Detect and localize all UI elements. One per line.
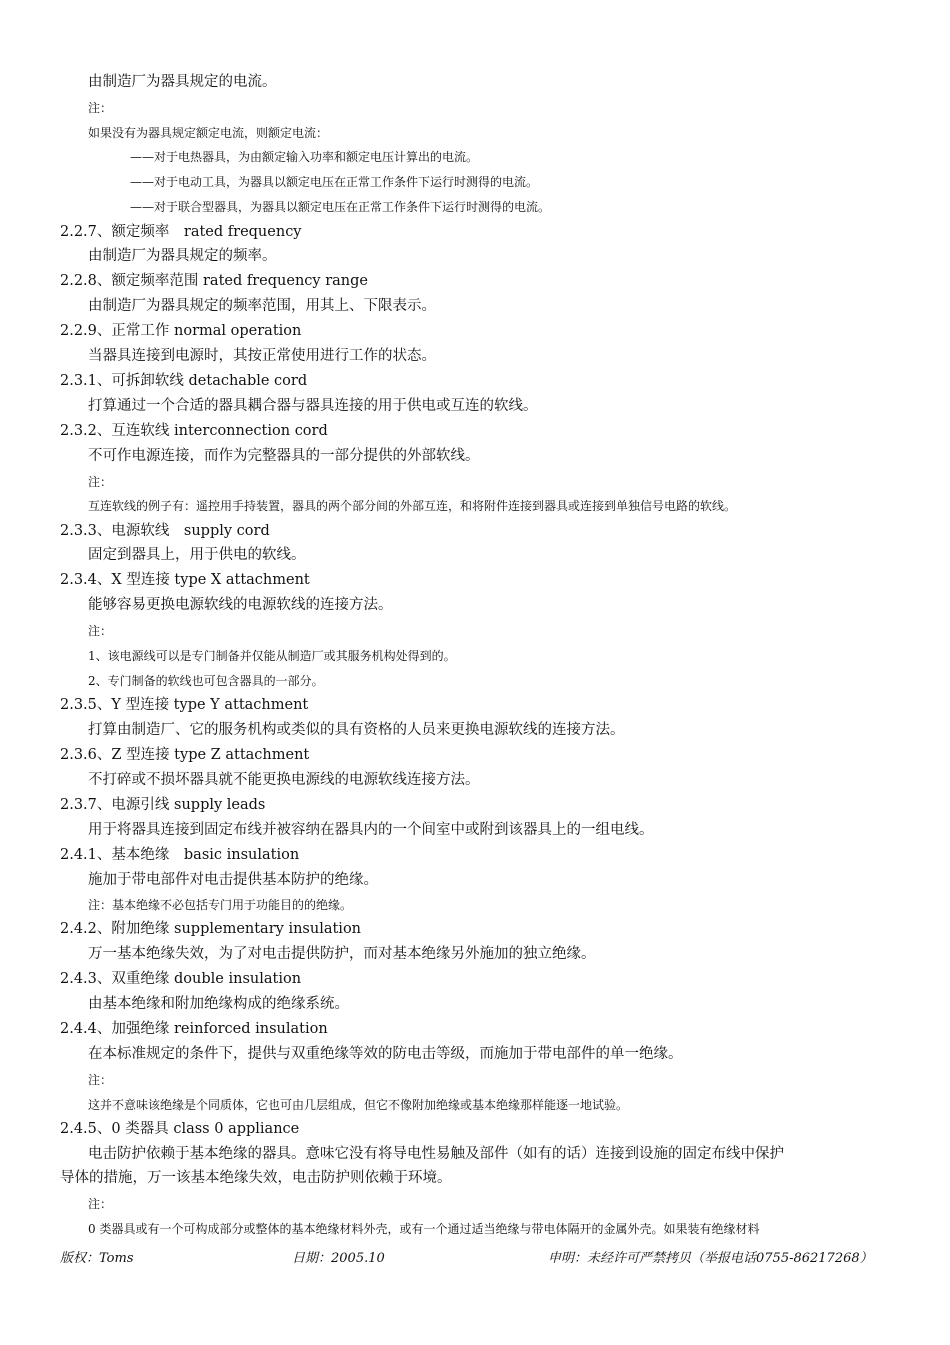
note-text: 注： <box>88 624 113 638</box>
note-dash-item: ——对于电热器具，为由额定输入功率和额定电压计算出的电流。 <box>130 150 479 164</box>
note-text: 0 类器具或有一个可构成部分或整体的基本绝缘材料外壳，或有一个通过适当绝缘与带电体隔开的金属外壳。如果装有绝缘材料 <box>88 1222 760 1236</box>
definition-text-continued: 导体的措施，万一该基本绝缘失效，电击防护则依赖于环境。 <box>60 1170 452 1186</box>
section-heading: 2.3.7、电源引线 supply leads <box>60 797 266 813</box>
definition-text: 由制造厂为器具规定的频率范围，用其上、下限表示。 <box>88 298 436 314</box>
section-heading: 2.3.5、Y 型连接 type Y attachment <box>60 697 309 713</box>
section-heading: 2.3.3、电源软线 supply cord <box>60 523 270 539</box>
footer-statement: 申明：未经许可严禁拷贝（举报电话0755-86217268） <box>548 1251 873 1266</box>
note-text: 注： <box>88 1073 113 1087</box>
note-text: 如果没有为器具规定额定电流，则额定电流： <box>88 126 329 140</box>
definition-text: 施加于带电部件对电击提供基本防护的绝缘。 <box>88 872 378 888</box>
section-heading: 2.3.6、Z 型连接 type Z attachment <box>60 747 310 763</box>
section-heading: 2.4.5、0 类器具 class 0 appliance <box>60 1121 300 1137</box>
section-heading: 2.2.7、额定频率 rated frequency <box>60 224 302 240</box>
note-text: 注： <box>88 101 113 115</box>
section-heading: 2.4.2、附加绝缘 supplementary insulation <box>60 921 362 937</box>
section-heading: 2.2.9、正常工作 normal operation <box>60 323 302 339</box>
definition-text: 由制造厂为器具规定的频率。 <box>88 248 277 264</box>
definition-text: 不可作电源连接，而作为完整器具的一部分提供的外部软线。 <box>88 448 480 464</box>
definition-text: 在本标准规定的条件下，提供与双重绝缘等效的防电击等级，而施加于带电部件的单一绝缘。 <box>88 1046 683 1062</box>
definition-text: 打算通过一个合适的器具耦合器与器具连接的用于供电或互连的软线。 <box>88 398 538 414</box>
section-heading: 2.4.4、加强绝缘 reinforced insulation <box>60 1021 328 1037</box>
definition-text: 用于将器具连接到固定布线并被容纳在器具内的一个间室中或附到该器具上的一组电线。 <box>88 822 654 838</box>
note-text: 互连软线的例子有：遥控用手持装置，器具的两个部分间的外部互连，和将附件连接到器具或连接到单独信号电路的软线。 <box>88 499 737 513</box>
definition-text: 万一基本绝缘失效，为了对电击提供防护，而对基本绝缘另外施加的独立绝缘。 <box>88 946 596 962</box>
note-dash-item: ——对于电动工具，为器具以额定电压在正常工作条件下运行时测得的电流。 <box>130 175 539 189</box>
section-heading: 2.4.3、双重绝缘 double insulation <box>60 971 302 987</box>
definition-text: 当器具连接到电源时，其按正常使用进行工作的状态。 <box>88 348 436 364</box>
definition-text: 电击防护依赖于基本绝缘的器具。意味它没有将导电性易触及部件（如有的话）连接到设施的固定布线中保护 <box>88 1146 784 1162</box>
section-heading: 2.3.2、互连软线 interconnection cord <box>60 423 328 439</box>
section-heading: 2.2.8、额定频率范围 rated frequency range <box>60 273 368 289</box>
note-text: 这并不意味该绝缘是个同质体，它也可由几层组成，但它不像附加绝缘或基本绝缘那样能逐一地试验。 <box>88 1098 629 1112</box>
note-text: 2、专门制备的软线也可包含器具的一部分。 <box>88 674 324 688</box>
definition-text: 由基本绝缘和附加绝缘构成的绝缘系统。 <box>88 996 349 1012</box>
definition-text: 由制造厂为器具规定的电流。 <box>88 74 277 90</box>
note-text: 注： <box>88 1197 113 1211</box>
footer-date: 日期：2005.10 <box>292 1251 385 1266</box>
definition-text: 不打碎或不损坏器具就不能更换电源线的电源软线连接方法。 <box>88 772 480 788</box>
footer-copyright: 版权：Toms <box>60 1251 134 1266</box>
section-heading: 2.3.1、可拆卸软线 detachable cord <box>60 373 308 389</box>
definition-text: 打算由制造厂、它的服务机构或类似的具有资格的人员来更换电源软线的连接方法。 <box>88 722 625 738</box>
definition-text: 能够容易更换电源软线的电源软线的连接方法。 <box>88 597 393 613</box>
section-heading: 2.4.1、基本绝缘 basic insulation <box>60 847 300 863</box>
note-dash-item: ——对于联合型器具，为器具以额定电压在正常工作条件下运行时测得的电流。 <box>130 200 551 214</box>
note-text: 注： <box>88 475 113 489</box>
note-text: 注：基本绝缘不必包括专门用于功能目的的绝缘。 <box>88 898 353 912</box>
definition-text: 固定到器具上，用于供电的软线。 <box>88 547 306 563</box>
note-text: 1、该电源线可以是专门制备并仅能从制造厂或其服务机构处得到的。 <box>88 649 456 663</box>
section-heading: 2.3.4、X 型连接 type X attachment <box>60 572 310 588</box>
